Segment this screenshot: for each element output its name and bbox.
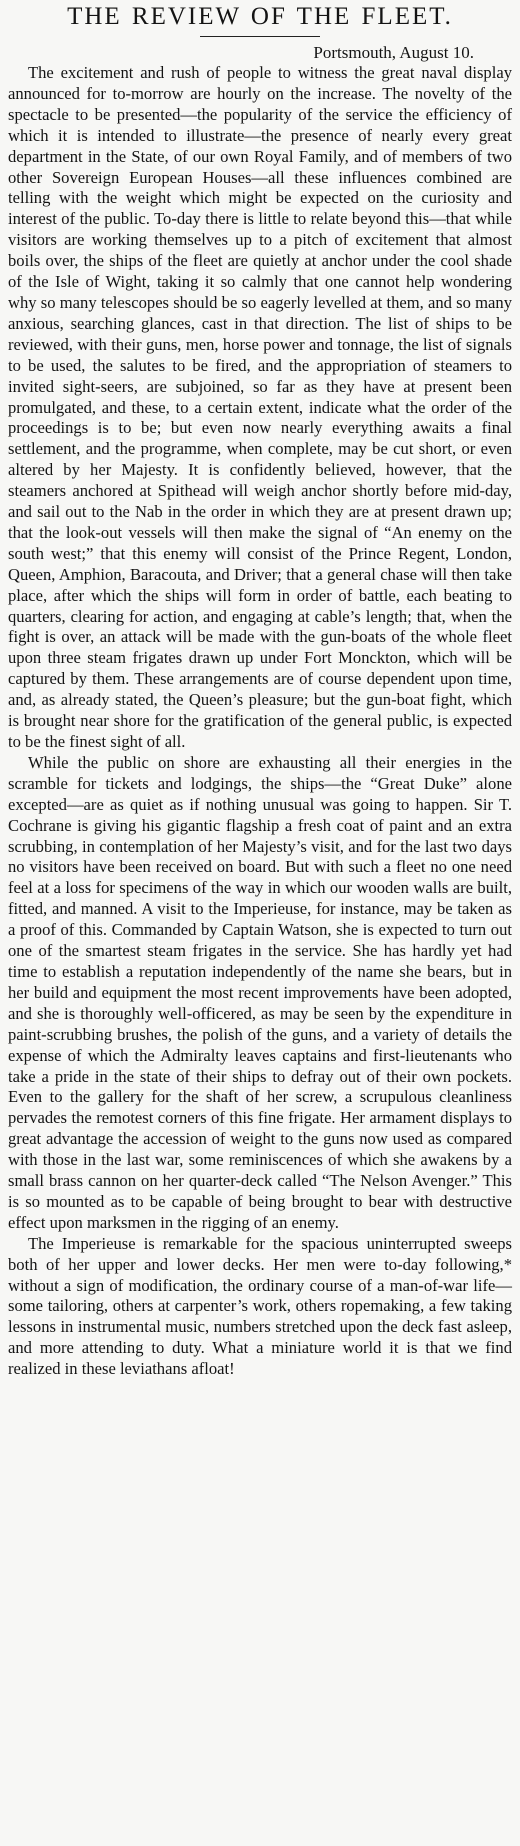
article-paragraph-1: The excitement and rush of people to witness the great naval display announced for to-morrow are hourly on the increase. The novelty of the spectacle to be presented—the popularity of the service the efficiency of which it is intended to illustrate—the presence of nearly every great department in the State, of our own Royal Family, and of members of two other Sovereign European Houses—all these influences combined are telling with the weight which might be expected on the curiosity and interest of the public. To-day there is little to relate beyond this—that while visitors are working themselves up to a pitch of excitement that almost boils over, the ships of the fleet are quietly at anchor under the cool shade of the Isle of Wight, taking it so calmly that one cannot help wondering why so many telescopes should be so eagerly levelled at them, and so many anxious, searching glances, cast in that direction. The list of ships to be reviewed, with their guns, men, horse power and tonnage, the list of signals to be used, the salutes to be fired, and the appropriation of steamers to invited sight-seers, are subjoined, so far as they have at present been promulgated, and these, to a certain extent, indicate what the order of the proceedings is to be; but even now nearly everything awaits a final settlement, and the programme, when complete, may be cut short, or even altered by her Majesty. It is confidently believed, however, that the steamers anchored at Spithead will weigh anchor shortly before mid-day, and sail out to the Nab in the order in which they are at present drawn up; that the look-out vessels will then make the signal of “An enemy on the south west;” that this enemy will consist of the Prince Regent, London, Queen, Amphion, Baracouta, and Driver; that a general chase will then take place, after which the ships will form in order of battle, each beating to quarters, clearing for action, and engaging at cable’s length; that, when the fight is over, an attack will be made with the gun-boats of the whole fleet upon three steam frigates drawn up under Fort Monckton, which will be captured by them. These arrangements are of course dependent upon time, and, as already stated, the Queen’s pleasure; but the gun-boat fight, which is brought near shore for the gratification of the general public, is expected to be the finest sight of all. <box>8 63 512 751</box>
article-paragraph-3: The Imperieuse is remarkable for the spacious uninterrupted sweeps both of her upper and lower decks. Her men were to-day following,* without a sign of modification, the ordinary course of a man-of-war life—some tailoring, others at carpenter’s work, others ropemaking, a few taking lessons in instrumental music, numbers stretched upon the deck fast asleep, and more attending to duty. What a miniature world it is that we find realized in these leviathans afloat! <box>8 1233 512 1379</box>
headline-divider <box>200 36 320 37</box>
article-dateline: Portsmouth, August 10. <box>313 43 474 62</box>
article-paragraph-2: While the public on shore are exhausting all their energies in the scramble for tickets and lodgings, the ships—the “Great Duke” alone excepted—are as quiet as if nothing unusual was going to happen. Sir T. Cochrane is giving his gigantic flagship a fresh coat of paint and an extra scrubbing, in contemplation of her Majesty’s visit, and for the last two days no visitors have been received on board. But with such a fleet no one need feel at a loss for specimens of the way in which our wooden walls are built, fitted, and manned. A visit to the Imperieuse, for instance, may be taken as a proof of this. Commanded by Captain Watson, she is expected to turn out one of the smartest steam frigates in the service. She has hardly yet had time to establish a reputation independently of the name she bears, but in her build and equipment the most recent improvements have been adopted, and she is thoroughly well-officered, as may be seen by the expenditure in paint-scrubbing brushes, the polish of the guns, and a variety of details the expense of which the Admiralty leaves captains and first-lieutenants who take a pride in the state of their ships to defray out of their own pockets. Even to the gallery for the shaft of her screw, a scrupulous cleanliness pervades the remotest corners of this fine frigate. Her armament displays to great advantage the accession of weight to the guns now used as compared with those in the last war, some reminiscences of which she awakens by a small brass cannon on her quarter-deck called “The Nelson Avenger.” This is so mounted as to be capable of being brought to bear with destructive effect upon marksmen in the rigging of an enemy. <box>8 752 512 1232</box>
article-headline: THE REVIEW OF THE FLEET. <box>67 3 453 30</box>
